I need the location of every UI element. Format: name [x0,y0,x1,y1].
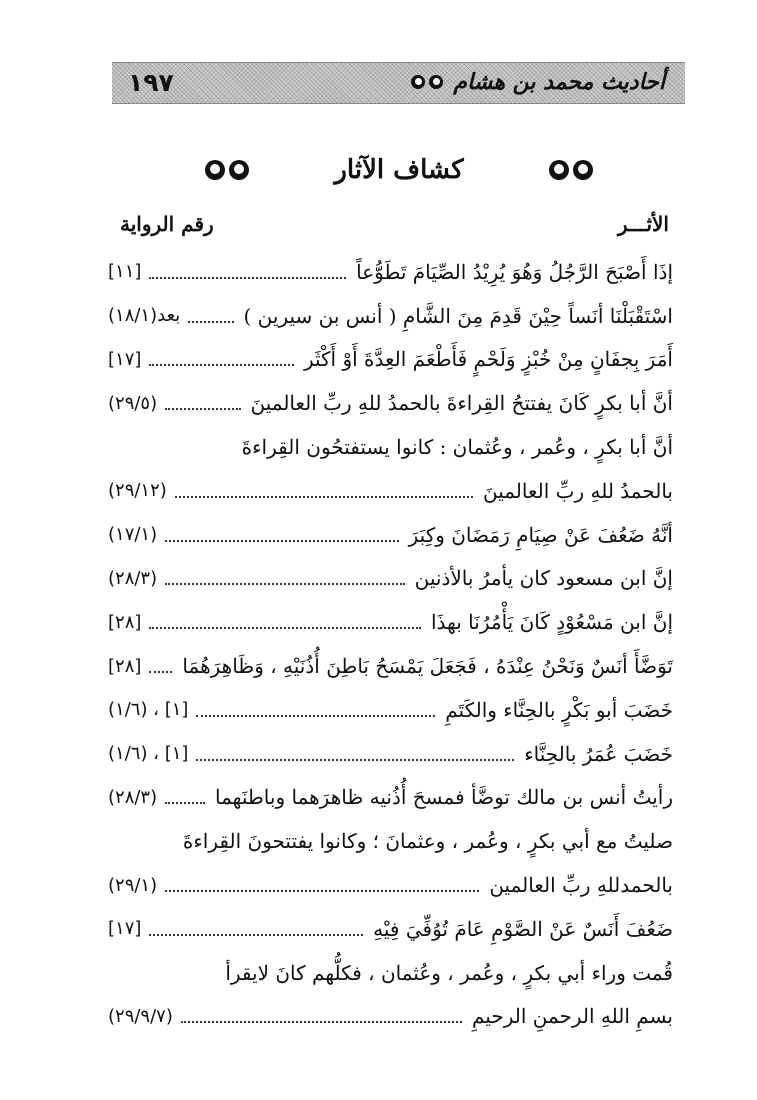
dot-leader [165,408,240,410]
entry-text: بالحمدُ للهِ ربِّ العالمينَ [482,478,673,503]
entry-ref: (١٧/١) [108,524,158,546]
entry-text: أنَّهُ ضَعُفَ عَنْ صِيَامِ رَمَضَانَ وكِبَرَ [408,522,673,547]
entry-text: إنَّ ابن مسعود كان يأمرُ بالأذنين [414,566,673,591]
index-entry [108,513,673,557]
running-title-group [411,69,665,95]
dot-leader [165,802,205,804]
ornament-icon [205,160,249,180]
entry-text: إنَّ ابن مَسْعُوْدٍ كَانَ يَأْمُرُنَا بهذَا [430,610,673,635]
entry-text: أَمَرَ بِجفَانٍ مِنْ خُبْزٍ وَلَحْمٍ فَأَطْعَمَ العِدَّةَ أَوْ أَكْثَر [303,347,673,372]
section-title: كشاف الآثار [334,155,464,185]
index-entry [108,557,673,601]
entry-ref: [١٧] [108,918,142,940]
index-entry [108,907,673,951]
entry-ref: (٢٩/١) [108,874,158,896]
entry-text: بسمِ اللهِ الرحمنِ الرحيمِ [471,1004,673,1029]
dot-leader [181,1021,462,1023]
dot-leader [165,540,398,542]
entry-text: صليتُ مع أبي بكرٍ ، وعُمر ، وعثمانَ ؛ وكانوا يفتتحونَ القِراءةَ [182,829,673,854]
entry-text: رأيتُ أنس بن مالك توضَّأ فمسحَ أُذُنيه ظاهرَهما وباطنَهما [214,785,673,810]
entry-ref: (٢٩/١٢) [108,480,167,502]
entry-text: إذَا أَصْبَحَ الرَّجُلُ وَهُوَ يُرِيْدُ الصِّيَامَ تَطَوُّعاً [356,259,673,284]
entry-text: خَضَبَ أبو بَكْرٍ بالحِنَّاء والكَتَمِ [445,697,673,722]
entry-ref: (٢٩/٥) [108,392,158,414]
entry-text: ضَعُفَ أَنَسٌ عَنْ الصَّوْمِ عَامَ تُوُفِّيَ فِيْهِ [373,916,673,941]
entry-ref: (٢٩/٩/٧) [108,1005,173,1027]
dot-leader [196,759,514,761]
dot-leader [149,277,346,279]
index-entry [108,863,673,907]
index-entry [108,951,673,995]
index-list [108,250,673,1038]
index-entry [108,600,673,644]
dot-leader [149,934,363,936]
entry-text: اسْتَقْبَلْنَا أنَساً حِيْنَ قَدِمَ مِنَ الشَّامِ ( أنس بن سيرين ) [243,303,673,328]
entry-ref: (٢٨/٣) [108,786,158,808]
entry-ref: [٢٨] [108,611,142,633]
page-number: ١٩٧ [128,68,174,97]
index-entry [108,732,673,776]
entry-text: بالحمدللهِ ربِّ العالمين [489,873,673,898]
entry-ref: [٢٨] [108,655,142,677]
index-entry [108,469,673,513]
dot-leader [196,715,435,717]
dot-leader [165,890,479,892]
index-entry [108,995,673,1039]
entry-text: خَضَبَ عُمَرُ بالحِنَّاء [524,741,673,766]
index-entry [108,294,673,338]
entry-ref: [١١] [108,261,142,283]
dot-leader [175,496,473,498]
running-title: أحاديث محمد بن هشام [453,69,665,95]
running-header [112,62,685,104]
dot-leader [165,583,405,585]
entry-ref: بعد(١٨/١) [108,305,181,327]
dot-leader [149,364,294,366]
entry-text: أنَّ أبا بكرٍ كَانَ يفتتحُ القِراءةَ بالحمدُ للهِ ربِّ العالمينَ [250,391,673,416]
index-entry [108,644,673,688]
index-entry [108,819,673,863]
entry-ref: (٢٨/٣) [108,567,158,589]
column-header-riwaya-number: رقم الرواية [120,212,214,236]
entry-ref: [١٧] [108,348,142,370]
ornament-icon [411,75,443,89]
index-entry [108,688,673,732]
index-entry [108,776,673,820]
entry-text: أنَّ أبا بكرٍ ، وعُمر ، وعُثمان : كانوا يستفتحُون القِراءةَ [241,435,673,460]
index-entry [108,250,673,294]
entry-text: تَوَضَّأَ أنَسٌ وَنَحْنُ عِنْدَهُ ، فَجَعَلَ يَمْسَحُ بَاطِنَ أُذُنَيْهِ ، وَظَاهِرَهُمَا [182,654,673,679]
index-entry [108,338,673,382]
column-header-athar: الأثـــر [617,212,669,236]
dot-leader [149,627,421,629]
index-entry [108,381,673,425]
entry-ref: [١] ، (١/٦) [108,743,189,765]
ornament-icon [549,160,593,180]
section-title-row [205,150,593,190]
dot-leader [188,321,233,323]
dot-leader [149,671,172,673]
index-entry [108,425,673,469]
entry-text: قُمت وراء أبي بكرٍ ، وعُمر ، وعُثمان ، فكلُّهم كانَ لايقرأ [225,960,673,985]
entry-ref: [١] ، (١/٦) [108,699,189,721]
